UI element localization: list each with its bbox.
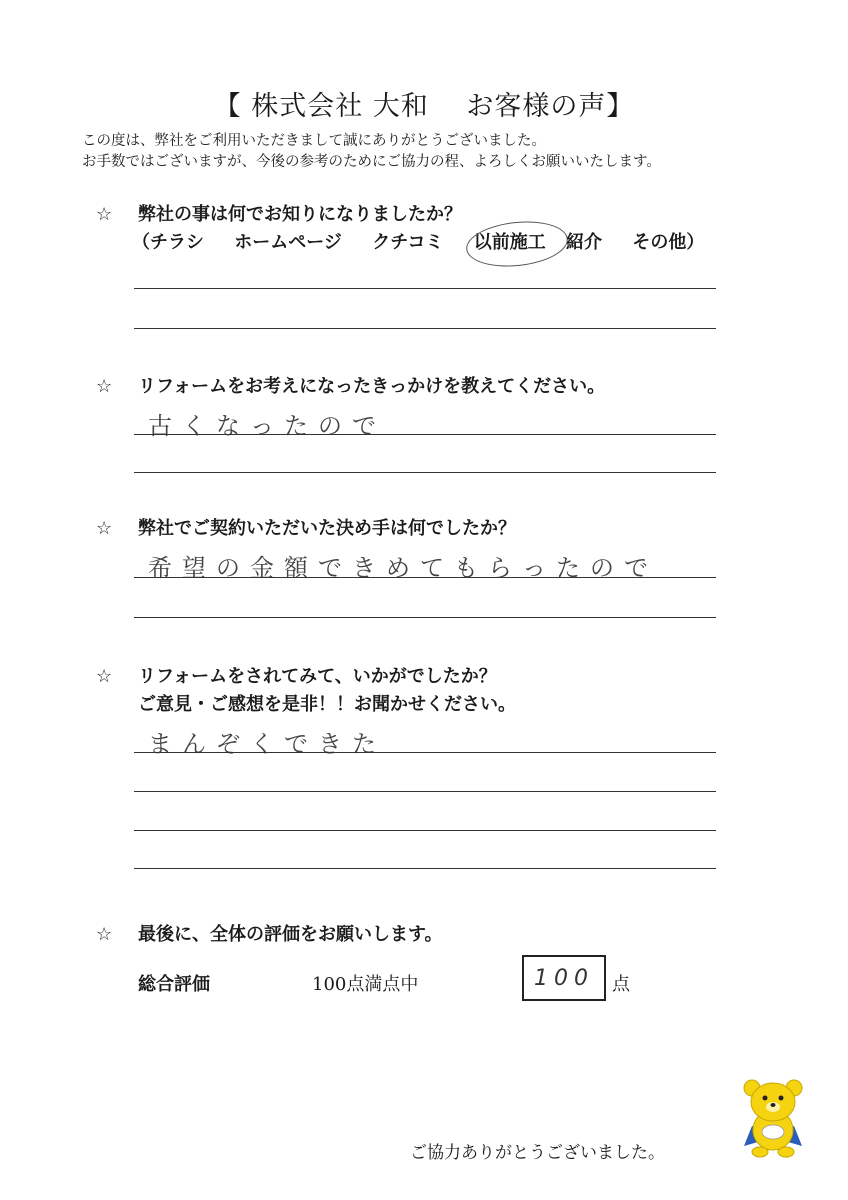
star-icon: ☆ [96,204,113,225]
answer-3-handwriting: 希望の金額できめてもらったので [148,554,658,582]
question-4-text-2: ご意見・ご感想を是非！！お聞かせください。 [138,694,516,715]
answer-4-handwriting: まんぞくできた [148,730,386,758]
question-4-text: リフォームをされてみて、いかがでしたか？ [138,666,497,687]
answer-line [134,617,716,618]
score-box[interactable]: 100 [522,955,606,1001]
star-icon: ☆ [96,924,113,945]
option-previous-work-selected[interactable]: 以前施工 [473,232,546,253]
question-3 [96,514,516,540]
option-flyer[interactable]: （チラシ [132,232,204,253]
answer-line [134,288,716,289]
answer-line [134,791,716,792]
star-icon: ☆ [96,518,113,539]
option-other[interactable]: その他） [632,232,705,253]
question-5-text: 最後に、全体の評価をお願いします。 [138,924,443,945]
answer-line [134,472,716,473]
overall-rating-label: 総合評価 [138,974,210,995]
question-1 [96,200,462,226]
thanks-message: ご協力ありがとうございました。 [410,1143,665,1163]
question-2 [96,372,605,398]
score-unit: 点 [612,974,630,995]
answer-line [134,752,716,753]
question-3-text: 弊社でご契約いただいた決め手は何でしたか？ [138,518,516,539]
option-homepage[interactable]: ホームページ [234,232,342,253]
answer-line [134,830,716,831]
answer-line [134,328,716,329]
answer-2-handwriting: 古くなったので [148,412,386,440]
question-1-options [132,228,728,254]
intro-line-1: この度は、弊社をご利用いただきまして誠にありがとうございました。 [82,133,546,149]
question-5 [96,920,443,946]
bear-mascot-icon [738,1076,808,1158]
option-referral[interactable]: 紹介 [566,232,603,253]
question-4 [96,662,497,688]
page-title: 【 株式会社 大和 お客様の声】 [213,91,635,122]
star-icon: ☆ [96,666,113,687]
intro-line-2: お手数ではございますが、今後の参考のためにご協力の程、よろしくお願いいたします。 [82,154,661,170]
answer-line [134,577,716,578]
answer-line [134,434,716,435]
option-word-of-mouth[interactable]: クチコミ [372,232,444,253]
star-icon: ☆ [96,376,113,397]
question-2-text: リフォームをお考えになったきっかけを教えてください。 [138,376,606,397]
answer-line [134,868,716,869]
rating-scale: 100点満点中 [312,974,419,995]
question-1-text: 弊社の事は何でお知りになりましたか？ [138,204,462,225]
